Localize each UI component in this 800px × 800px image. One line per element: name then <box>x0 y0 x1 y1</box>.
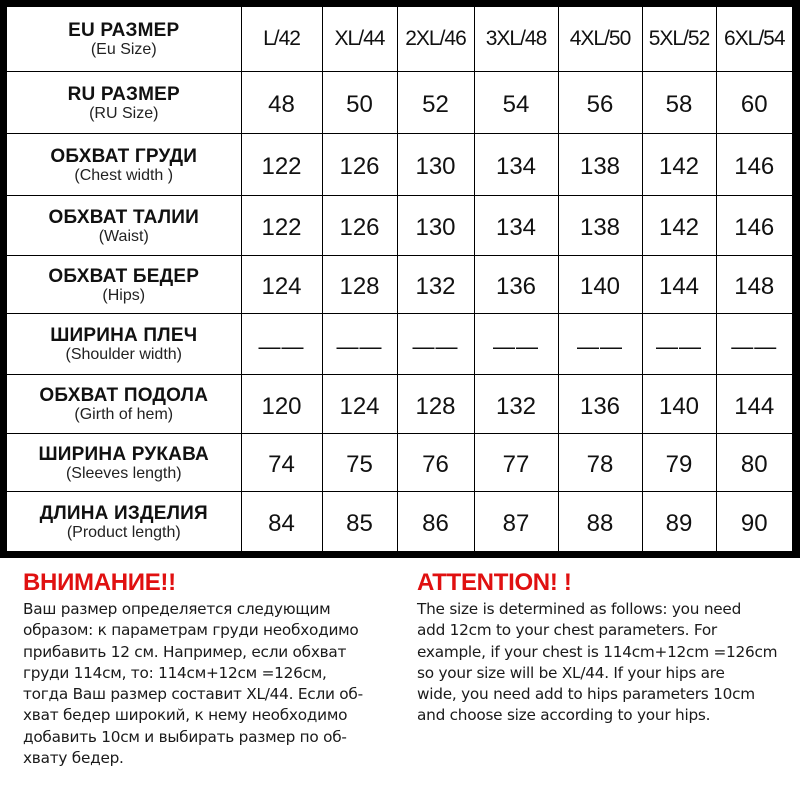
table-cell: 48 <box>241 71 322 133</box>
table-cell: 132 <box>397 255 474 313</box>
table-cell: 136 <box>474 255 558 313</box>
table-cell: 50 <box>322 71 397 133</box>
table-cell: 134 <box>474 195 558 255</box>
table-cell: 52 <box>397 71 474 133</box>
note-line: тогда Ваш размер составит XL/44. Если об- <box>23 685 363 704</box>
row-label-ru: ОБХВАТ ТАЛИИ <box>48 206 199 228</box>
size-column-header: 2XL/46 <box>397 7 474 71</box>
table-row <box>7 255 792 313</box>
row-label-en: (RU Size) <box>89 104 159 122</box>
table-row <box>7 313 792 374</box>
row-label-ru: RU РАЗМЕР <box>67 83 180 105</box>
table-cell: 84 <box>241 491 322 551</box>
row-label <box>7 374 241 433</box>
table-cell: 89 <box>642 491 716 551</box>
row-label <box>7 71 241 133</box>
table-cell: 77 <box>474 433 558 491</box>
size-table <box>7 7 792 551</box>
row-label-ru: ДЛИНА ИЗДЕЛИЯ <box>39 502 208 524</box>
row-label-en: (Hips) <box>102 286 146 304</box>
table-cell: 75 <box>322 433 397 491</box>
row-label <box>7 491 241 551</box>
table-cell: 130 <box>397 195 474 255</box>
row-label-ru: ОБХВАТ ПОДОЛА <box>39 385 209 406</box>
note-body-en <box>417 599 800 727</box>
size-column-header: 3XL/48 <box>474 7 558 71</box>
note-line: образом: к параметрам груди необходимо <box>23 621 359 640</box>
table-cell: 60 <box>716 71 792 133</box>
note-line: прибавить 12 см. Например, если обхват <box>23 642 347 661</box>
note-line: example, if your chest is 114cm+12cm =126cm <box>417 642 778 661</box>
table-cell: 142 <box>642 195 716 255</box>
row-label-en: (Waist) <box>98 227 149 245</box>
table-cell: 132 <box>474 374 558 433</box>
row-label <box>7 195 241 255</box>
table-cell: 76 <box>397 433 474 491</box>
table-row <box>7 195 792 255</box>
table-cell: 86 <box>397 491 474 551</box>
row-label <box>7 255 241 313</box>
table-cell: 130 <box>397 133 474 195</box>
table-row <box>7 133 792 195</box>
table-cell: —— <box>716 313 792 374</box>
note-line: хват бедер широкий, к нему необходимо <box>23 706 348 725</box>
table-cell: 90 <box>716 491 792 551</box>
row-label-en: (Sleeves length) <box>65 464 182 482</box>
table-cell: —— <box>322 313 397 374</box>
row-label <box>7 133 241 195</box>
row-label-en: (Product length) <box>66 523 181 541</box>
table-cell: 87 <box>474 491 558 551</box>
table-cell: 126 <box>322 133 397 195</box>
note-english <box>417 562 800 727</box>
table-cell: 56 <box>558 71 642 133</box>
row-label-ru: EU РАЗМЕР <box>68 20 180 42</box>
note-line: груди 114см, то: 114см+12см =126см, <box>23 663 327 682</box>
table-cell: 79 <box>642 433 716 491</box>
row-label-ru: ОБХВАТ БЕДЕР <box>48 265 200 287</box>
row-label-ru: ОБХВАТ ГРУДИ <box>50 145 198 167</box>
table-cell: 80 <box>716 433 792 491</box>
size-column-header: 5XL/52 <box>642 7 716 71</box>
table-cell: —— <box>642 313 716 374</box>
table-cell: 58 <box>642 71 716 133</box>
table-cell: 140 <box>642 374 716 433</box>
table-cell: 78 <box>558 433 642 491</box>
notes-section <box>0 562 800 800</box>
table-cell: 124 <box>322 374 397 433</box>
note-title-en: ATTENTION! ! <box>417 569 572 596</box>
table-cell: 128 <box>322 255 397 313</box>
row-label-ru: ШИРИНА РУКАВА <box>38 443 209 465</box>
row-label <box>7 313 241 374</box>
table-cell: —— <box>241 313 322 374</box>
size-column-header: 4XL/50 <box>558 7 642 71</box>
table-cell: 142 <box>642 133 716 195</box>
table-cell: —— <box>474 313 558 374</box>
table-cell: 134 <box>474 133 558 195</box>
table-cell: —— <box>558 313 642 374</box>
table-cell: 122 <box>241 195 322 255</box>
note-line: Ваш размер определяется следующим <box>23 600 331 618</box>
size-column-header: 6XL/54 <box>716 7 792 71</box>
table-cell: 124 <box>241 255 322 313</box>
row-label <box>7 433 241 491</box>
note-russian <box>23 562 408 769</box>
table-cell: 144 <box>716 374 792 433</box>
size-column-header: XL/44 <box>322 7 397 71</box>
note-line: wide, you need add to hips parameters 10cm <box>417 685 755 704</box>
table-row <box>7 71 792 133</box>
note-line: хвату бедер. <box>23 749 124 768</box>
table-row <box>7 491 792 551</box>
row-label <box>7 7 241 71</box>
row-label-en: (Eu Size) <box>90 41 157 59</box>
table-cell: 136 <box>558 374 642 433</box>
table-cell: 126 <box>322 195 397 255</box>
table-cell: 54 <box>474 71 558 133</box>
note-line: add 12cm to your chest parameters. For <box>417 621 717 640</box>
table-cell: 146 <box>716 133 792 195</box>
table-cell: 144 <box>642 255 716 313</box>
row-label-en: (Girth of hem) <box>74 406 174 423</box>
note-line: The size is determined as follows: you need <box>417 600 742 618</box>
table-cell: 140 <box>558 255 642 313</box>
table-cell: 128 <box>397 374 474 433</box>
note-body-ru <box>23 599 408 769</box>
table-cell: 85 <box>322 491 397 551</box>
table-cell: 122 <box>241 133 322 195</box>
table-row <box>7 374 792 433</box>
table-cell: 120 <box>241 374 322 433</box>
row-label-en: (Chest width ) <box>74 166 174 184</box>
size-column-header: L/42 <box>241 7 322 71</box>
table-cell: 74 <box>241 433 322 491</box>
note-line: and choose size according to your hips. <box>417 706 711 725</box>
table-row <box>7 433 792 491</box>
table-cell: 148 <box>716 255 792 313</box>
table-cell: 138 <box>558 133 642 195</box>
note-title-ru: ВНИМАНИЕ!! <box>23 569 176 596</box>
row-label-ru: ШИРИНА ПЛЕЧ <box>50 325 198 346</box>
table-cell: 138 <box>558 195 642 255</box>
table-cell: 88 <box>558 491 642 551</box>
table-cell: —— <box>397 313 474 374</box>
row-label-en: (Shoulder width) <box>65 346 182 363</box>
note-line: добавить 10см и выбирать размер по об- <box>23 727 347 746</box>
table-cell: 146 <box>716 195 792 255</box>
header-row <box>7 7 792 71</box>
note-line: so your size will be XL/44. If your hips are <box>417 663 725 682</box>
